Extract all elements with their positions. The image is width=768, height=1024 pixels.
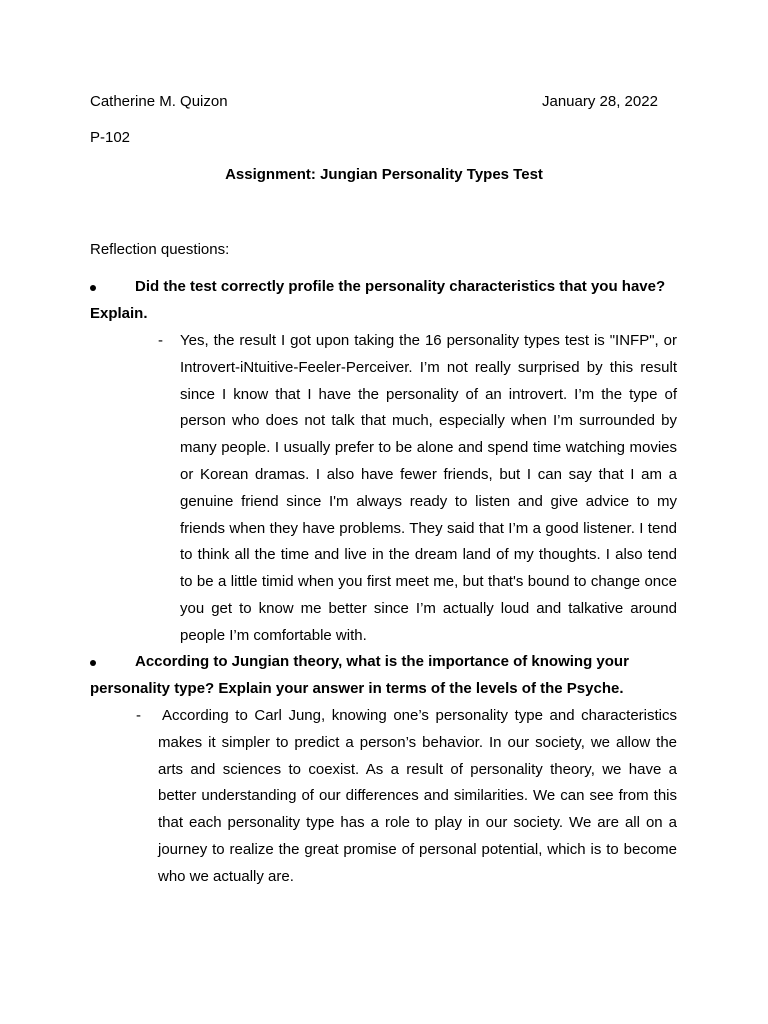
answer-2-text: According to Carl Jung, knowing one’s personality type and characteristics makes it simpler to predict a person’s behavior. In our society, we allow the arts and sciences to coexist. As a result of personality theory, we have a better understanding of our differences and similarities. We can see from this that each personality type has a role to play in our society. We are all on a journey to realize the great promise of personal potential, which is to become who we actually are. (158, 707, 677, 885)
section-code: P-102 (90, 129, 131, 146)
answer-1-dash: - (158, 332, 163, 349)
bullet-icon (90, 285, 96, 291)
bullet-icon (90, 660, 96, 666)
author-name: Catherine M. Quizon (90, 93, 228, 110)
reflection-label: Reflection questions: (90, 241, 230, 258)
document-date: January 28, 2022 (542, 93, 658, 110)
answer-2-paragraph (158, 703, 677, 891)
question-2-line-1: According to Jungian theory, what is the importance of knowing your (135, 653, 629, 670)
document-title: Assignment: Jungian Personality Types Test (225, 166, 543, 183)
question-2-line-2: personality type? Explain your answer in terms of the levels of the Psyche. (90, 680, 624, 697)
question-1-line-1: Did the test correctly profile the personality characteristics that you have? (135, 278, 666, 295)
answer-2-dash: - (136, 707, 141, 724)
question-1-line-2: Explain. (90, 305, 148, 322)
answer-1-paragraph: Yes, the result I got upon taking the 16 personality types test is "INFP", or Introvert-iNtuitive-Feeler-Perceiver. I’m not really surprised by this result since I know that I have the personality of an introvert. I’m the type of person who does not talk that much, especially when I’m surrounded by many people. I usually prefer to be alone and spend time watching movies or Korean dramas. I also have fewer friends, but I can say that I am a genuine friend since I'm always ready to listen and give advice to my friends when they have problems. They said that I’m a good listener. I tend to think all the time and live in the dream land of my thoughts. I also tend to be a little timid when you first meet me, but that's bound to change once you get to know me better since I’m actually loud and talkative around people I’m comfortable with. (180, 332, 677, 644)
